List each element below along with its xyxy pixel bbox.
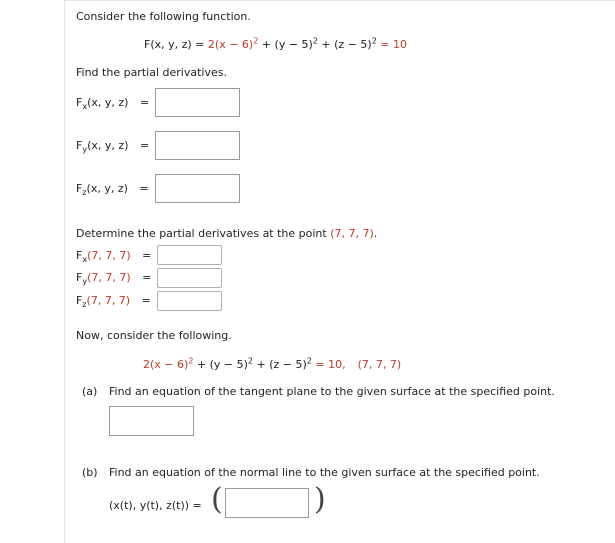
surface-equation: $2(x - 6)^2 + (y - 5)^2 + (z - 5)^2 = 10$, (7, 7, 7) xyxy=(143,356,402,371)
part-b-text: Find an equation of the normal line to the given surface at the specified point. xyxy=(109,466,540,479)
part-a-label: (a) xyxy=(82,385,98,398)
fz-label: $F_z(x$, y, z) = xyxy=(76,182,149,198)
now-text: Now, consider the following. xyxy=(76,329,232,342)
fz-point-label: $F_z(7$, 7, 7) = xyxy=(76,294,151,310)
find-partials-text: Find the partial derivatives. xyxy=(76,66,227,79)
fz-answer-input[interactable] xyxy=(155,174,240,203)
fx-point-input[interactable] xyxy=(157,245,222,265)
determine-text: Determine the partial derivatives at the point (7, 7, 7). xyxy=(76,227,378,240)
fz-point-input[interactable] xyxy=(157,291,222,311)
function-equation: F(x, y, $z) = 2(x - 6)^2 + (y - 5)^2 + (z - 5)^2 = 10$ xyxy=(144,36,408,51)
param-lhs: (x(t), y(t), z(t)) = xyxy=(109,499,202,512)
fx-answer-input[interactable] xyxy=(155,88,240,117)
fy-point-label: $F_y(7$, 7, 7) = xyxy=(76,271,152,287)
fy-point-input[interactable] xyxy=(157,268,222,288)
part-b-label: (b) xyxy=(82,466,98,479)
open-paren: ( xyxy=(211,482,223,517)
normal-line-input[interactable] xyxy=(225,488,309,518)
intro-text: Consider the following function. xyxy=(76,10,251,23)
fx-point-label: $F_x(7$, 7, 7) = xyxy=(76,249,152,265)
fy-label: $F_y(x$, y, z) = xyxy=(76,139,150,155)
fx-label: $F_x(x$, y, z) = xyxy=(76,96,150,112)
close-paren: ) xyxy=(314,482,326,517)
fy-answer-input[interactable] xyxy=(155,131,240,160)
part-a-text: Find an equation of the tangent plane to the given surface at the specified point. xyxy=(109,385,555,398)
tangent-plane-input[interactable] xyxy=(109,406,194,436)
